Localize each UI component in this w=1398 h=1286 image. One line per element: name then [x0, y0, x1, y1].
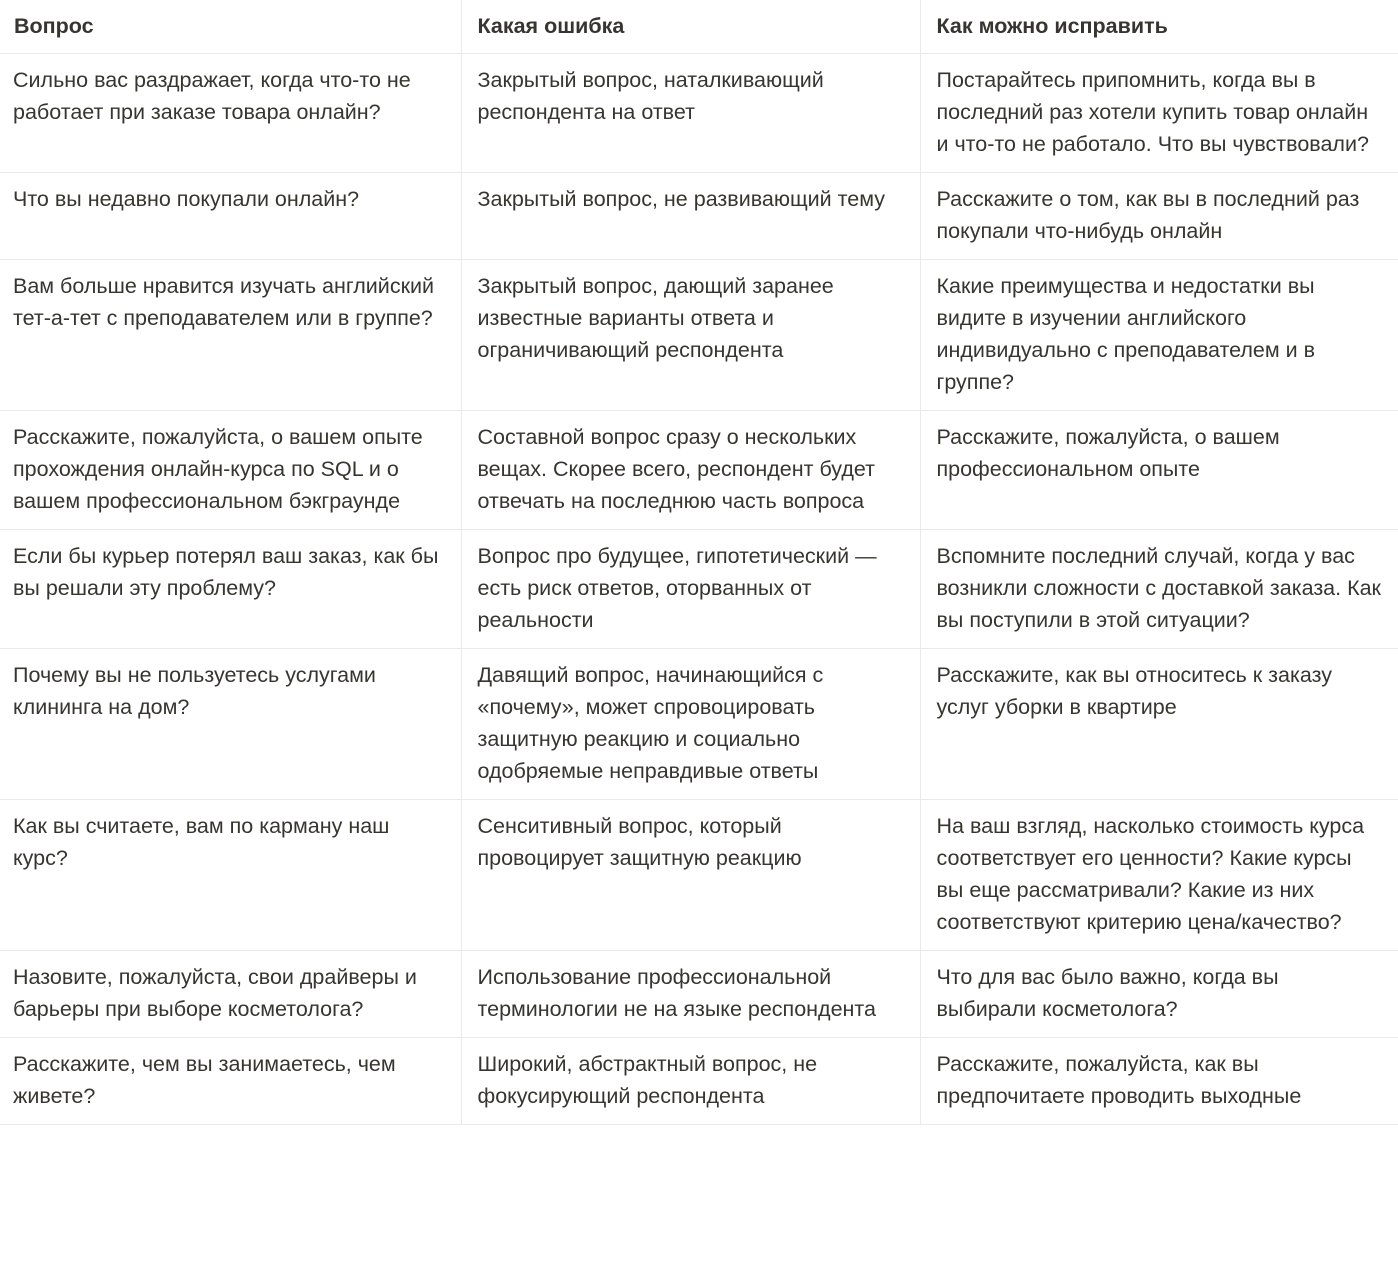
cell-question: Как вы считаете, вам по карману наш курс? — [0, 799, 461, 950]
cell-question: Назовите, пожалуйста, свои драйверы и барьеры при выборе косметолога? — [0, 950, 461, 1037]
table-row — [0, 529, 1398, 648]
cell-question: Расскажите, пожалуйста, о вашем опыте прохождения онлайн-курса по SQL и о вашем профессиональном бэкграунде — [0, 410, 461, 529]
cell-question: Расскажите, чем вы занимаетесь, чем живете? — [0, 1037, 461, 1124]
column-header-fix: Как можно исправить — [920, 0, 1398, 53]
table-row — [0, 799, 1398, 950]
column-header-mistake: Какая ошибка — [461, 0, 920, 53]
cell-fix: Постарайтесь припомнить, когда вы в последний раз хотели купить товар онлайн и что-то не работало. Что вы чувствовали? — [920, 53, 1398, 172]
cell-mistake: Закрытый вопрос, не развивающий тему — [461, 172, 920, 259]
cell-fix: Вспомните последний случай, когда у вас возникли сложности с доставкой заказа. Как вы поступили в этой ситуации? — [920, 529, 1398, 648]
cell-mistake: Давящий вопрос, начинающийся с «почему», может спровоцировать защитную реакцию и социально одобряемые неправдивые ответы — [461, 648, 920, 799]
cell-fix: Что для вас было важно, когда вы выбирали косметолога? — [920, 950, 1398, 1037]
cell-mistake: Сенситивный вопрос, который провоцирует защитную реакцию — [461, 799, 920, 950]
table-row — [0, 950, 1398, 1037]
cell-fix: Расскажите, пожалуйста, как вы предпочитаете проводить выходные — [920, 1037, 1398, 1124]
cell-fix: Расскажите о том, как вы в последний раз покупали что-нибудь онлайн — [920, 172, 1398, 259]
cell-mistake: Широкий, абстрактный вопрос, не фокусирующий респондента — [461, 1037, 920, 1124]
cell-mistake: Закрытый вопрос, дающий заранее известные варианты ответа и ограничивающий респондента — [461, 259, 920, 410]
column-header-question: Вопрос — [0, 0, 461, 53]
table-row — [0, 648, 1398, 799]
cell-mistake: Вопрос про будущее, гипотетический — есть риск ответов, оторванных от реальности — [461, 529, 920, 648]
cell-question: Что вы недавно покупали онлайн? — [0, 172, 461, 259]
cell-mistake: Закрытый вопрос, наталкивающий респондента на ответ — [461, 53, 920, 172]
cell-question: Вам больше нравится изучать английский тет-а-тет с преподавателем или в группе? — [0, 259, 461, 410]
cell-fix: На ваш взгляд, насколько стоимость курса соответствует его ценности? Какие курсы вы еще рассматривали? Какие из них соответствуют критерию цена/качество? — [920, 799, 1398, 950]
cell-fix: Какие преимущества и недостатки вы видите в изучении английского индивидуально с преподавателем и в группе? — [920, 259, 1398, 410]
table-row — [0, 53, 1398, 172]
cell-question: Почему вы не пользуетесь услугами клининга на дом? — [0, 648, 461, 799]
cell-fix: Расскажите, как вы относитесь к заказу услуг уборки в квартире — [920, 648, 1398, 799]
cell-mistake: Составной вопрос сразу о нескольких вещах. Скорее всего, респондент будет отвечать на последнюю часть вопроса — [461, 410, 920, 529]
table-row — [0, 410, 1398, 529]
cell-question: Сильно вас раздражает, когда что-то не работает при заказе товара онлайн? — [0, 53, 461, 172]
cell-question: Если бы курьер потерял ваш заказ, как бы вы решали эту проблему? — [0, 529, 461, 648]
cell-fix: Расскажите, пожалуйста, о вашем профессиональном опыте — [920, 410, 1398, 529]
cell-mistake: Использование профессиональной терминологии не на языке респондента — [461, 950, 920, 1037]
table-row — [0, 172, 1398, 259]
table-row — [0, 1037, 1398, 1124]
table-header-row — [0, 0, 1398, 53]
table-row — [0, 259, 1398, 410]
